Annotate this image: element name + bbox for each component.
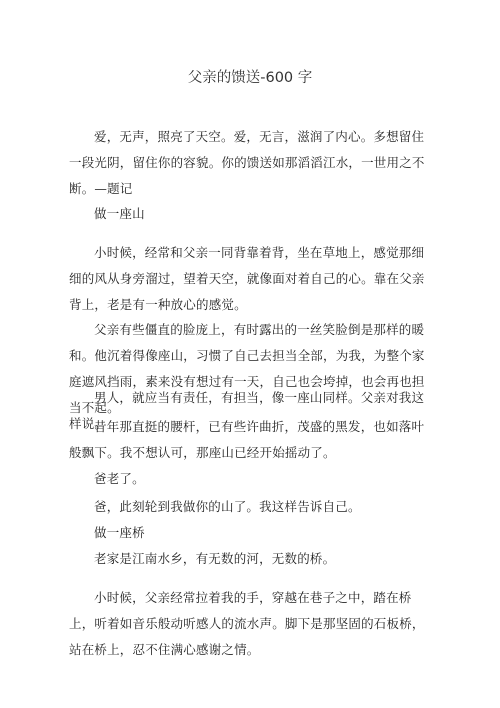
paragraph: 男人，就应当有责任，有担当，像一座山同样。父亲对我这样说。: [69, 390, 425, 431]
paragraph: 爸，此刻轮到我做你的山了。我这样告诉自己。: [94, 499, 361, 514]
section-heading-mountain: 做一座山: [94, 206, 145, 221]
paragraph-epigraph: 爱，无声，照亮了天空。爱，无言，滋润了内心。多想留住一段光阴，留住你的容貌。你的馈送如那滔滔江水，一世用之不断。—题记: [69, 129, 425, 196]
paragraph: 小时候，父亲经常拉着我的手，穿越在巷子之中，踏在桥上，听着如音乐般动听感人的流水声。脚下是那坚固的石板桥，站在桥上，忍不住满心感谢之情。: [69, 590, 425, 657]
paragraph: 爸老了。: [94, 471, 145, 486]
section-heading-bridge: 做一座桥: [94, 525, 145, 540]
page-title: 父亲的馈送-600 字: [187, 70, 313, 86]
paragraph: 老家是江南水乡，有无数的河，无数的桥。: [94, 551, 336, 566]
paragraph: 昔年那直挺的腰杆，已有些许曲折，茂盛的黑发，也如落叶般飘下。我不想认可，那座山已经开始摇动了。: [69, 419, 425, 460]
paragraph: 小时候，经常和父亲一同背靠着背，坐在草地上，感觉那细细的风从身旁溜过，望着天空，就像面对着自己的心。靠在父亲背上，老是有一种放心的感觉。: [69, 245, 425, 312]
paragraph: 父亲有些僵直的脸庞上，有时露出的一丝笑脸倒是那样的暖和。他沉着得像座山，习惯了自己去担当全部，为我，为整个家庭遮风挡雨，素来没有想过有一天，自己也会垮掉，也会再也担当不起。: [69, 322, 425, 415]
